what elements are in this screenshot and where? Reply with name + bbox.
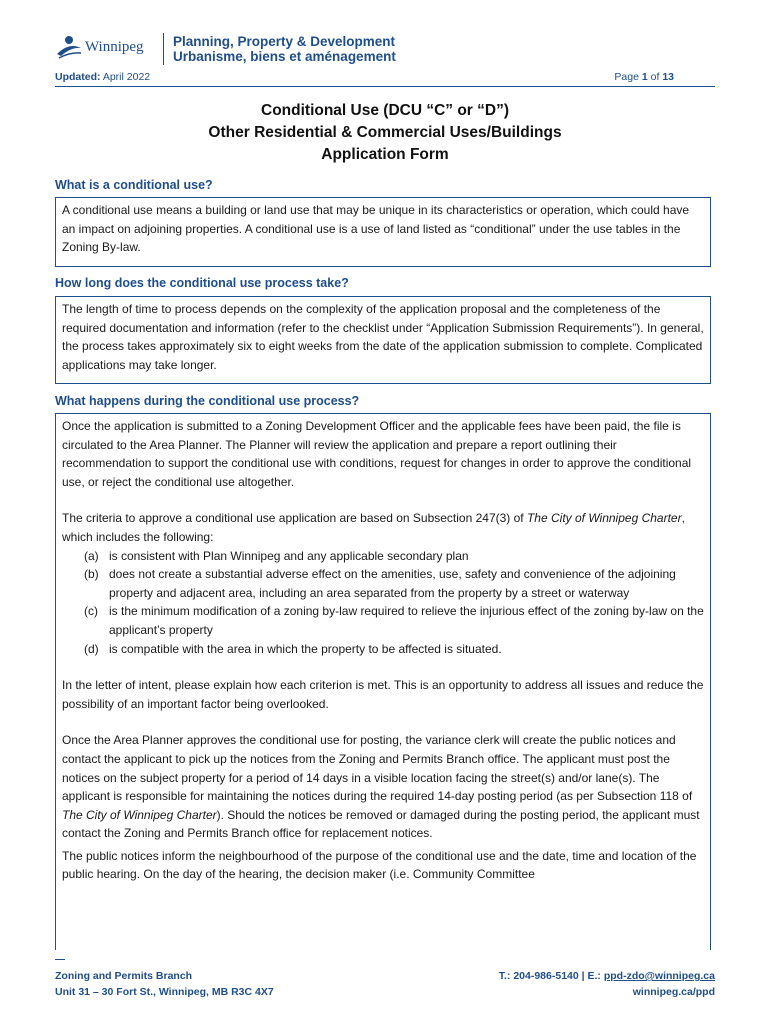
page-current: 1	[641, 71, 648, 83]
footer-phone: T.: 204-986-5140 | E.:	[498, 970, 601, 982]
process-paragraph-3: In the letter of intent, please explain how each criterion is met. This is an opportunity to address all issues and reduce the possibility of an important factor being overlooked.	[62, 678, 704, 711]
header-rule	[55, 86, 715, 87]
page-total: 13	[662, 71, 674, 83]
title-line-2: Other Residential & Commercial Uses/Buildings	[208, 124, 562, 141]
p4-text-b: ). Should the notices be removed or damaged during the posting period, the applicant must contact the Zoning and Permits Branch office for replacement notices.	[62, 807, 700, 841]
criteria-label: (a)	[84, 548, 99, 563]
criteria-text: is the minimum modification of a zoning by-law required to relieve the injurious effect of the zoning by-law on the applicant’s property	[109, 604, 704, 637]
criteria-label: (b)	[84, 567, 99, 582]
logo-wordmark: Winnipeg	[85, 38, 144, 55]
p4-text-a: Once the Area Planner approves the conditional use for posting, the variance clerk will create the public notices and contact the applicant to pick up the notices from the Zoning and Permits Branch office. The applicant must post the notices on the subject property for a period of 14 days in a visible location facing the street(s) and/or lane(s). The applicant is responsible for maintaining the notices during the required 14-day posting period (as per Subsection 118 of	[62, 733, 693, 804]
footer-email-link[interactable]: ppd-zdo@winnipeg.ca	[603, 970, 715, 982]
criteria-text: is consistent with Plan Winnipeg and any applicable secondary plan	[109, 548, 469, 563]
department-name-en: Planning, Property & Development	[173, 34, 396, 49]
criteria-item	[62, 547, 704, 566]
criteria-item	[62, 640, 704, 659]
criteria-list	[62, 547, 704, 659]
section-box-what-is	[55, 197, 711, 267]
criteria-item	[62, 565, 704, 602]
page-prefix: Page	[614, 71, 639, 83]
process-paragraph-2	[62, 509, 704, 546]
department-name	[173, 34, 396, 64]
charter-title: The City of Winnipeg Charter	[526, 511, 682, 526]
department-name-fr: Urbanisme, biens et aménagement	[173, 49, 396, 64]
updated-value: April 2022	[102, 71, 151, 83]
section-heading-process: What happens during the conditional use process?	[55, 394, 360, 408]
section-heading-how-long: How long does the conditional use process take?	[55, 276, 349, 290]
process-paragraph-1: Once the application is submitted to a Zoning Development Officer and the applicable fees have been paid, the file is circulated to the Area Planner. The Planner will review the application and prepare a report outlining their recommendation to support the conditional use with conditions, request for changes in order to approve the conditional use, or reject the conditional use altogether.	[62, 419, 692, 489]
criteria-label: (d)	[84, 641, 99, 656]
footer-contact	[499, 968, 715, 984]
page-title	[55, 100, 715, 166]
process-paragraph-4	[62, 731, 704, 843]
p2-text-a: The criteria to approve a conditional use application are based on Subsection 247(3) of	[62, 511, 527, 526]
title-line-3: Application Form	[321, 146, 449, 163]
section-body: The length of time to process depends on the complexity of the application proposal and the completeness of the required documentation and information (refer to the checklist under “Application Submission Requirements”). In general, the process takes approximately six to eight weeks from the date of the application submission to complete. Complicated applications may take longer.	[62, 302, 704, 372]
criteria-label: (c)	[84, 604, 98, 619]
updated-label: Updated:	[55, 71, 101, 83]
updated-date	[55, 71, 150, 83]
footer-right	[499, 968, 715, 1000]
page-number	[614, 71, 674, 83]
footer-branch: Zoning and Permits Branch	[55, 970, 193, 982]
winnipeg-swoosh-icon	[55, 34, 83, 60]
section-box-process	[55, 413, 711, 950]
footer-website[interactable]: winnipeg.ca/ppd	[632, 986, 715, 998]
process-paragraph-5: The public notices inform the neighbourhood of the purpose of the conditional use and the date, time and location of the public hearing. On the day of the hearing, the decision maker (i.e. Community Committee	[62, 848, 697, 882]
criteria-text: is compatible with the area in which the property to be affected is situated.	[109, 641, 502, 656]
footer-dash	[55, 959, 65, 960]
criteria-item	[62, 602, 704, 639]
header-divider	[163, 33, 164, 65]
winnipeg-logo	[55, 30, 144, 64]
footer-address: Unit 31 – 30 Fort St., Winnipeg, MB R3C 4X7	[55, 986, 274, 998]
section-box-how-long	[55, 296, 711, 384]
page-of: of	[650, 71, 660, 83]
section-heading-what-is: What is a conditional use?	[55, 178, 213, 192]
section-body: A conditional use means a building or land use that may be unique in its characteristics or operation, which could have an impact on adjoining properties. A conditional use is a use of land listed as “conditional” under the use tables in the Zoning By-law.	[62, 203, 690, 255]
footer-left	[55, 968, 274, 1000]
p2-text-b: , which includes the following:	[62, 511, 685, 544]
title-line-1: Conditional Use (DCU “C” or “D”)	[261, 102, 509, 119]
charter-title: The City of Winnipeg Charter	[62, 807, 217, 822]
criteria-text: does not create a substantial adverse effect on the amenities, use, safety and convenience of the adjoining property and adjacent area, including an area separated from the property by a street or waterway	[109, 567, 676, 600]
